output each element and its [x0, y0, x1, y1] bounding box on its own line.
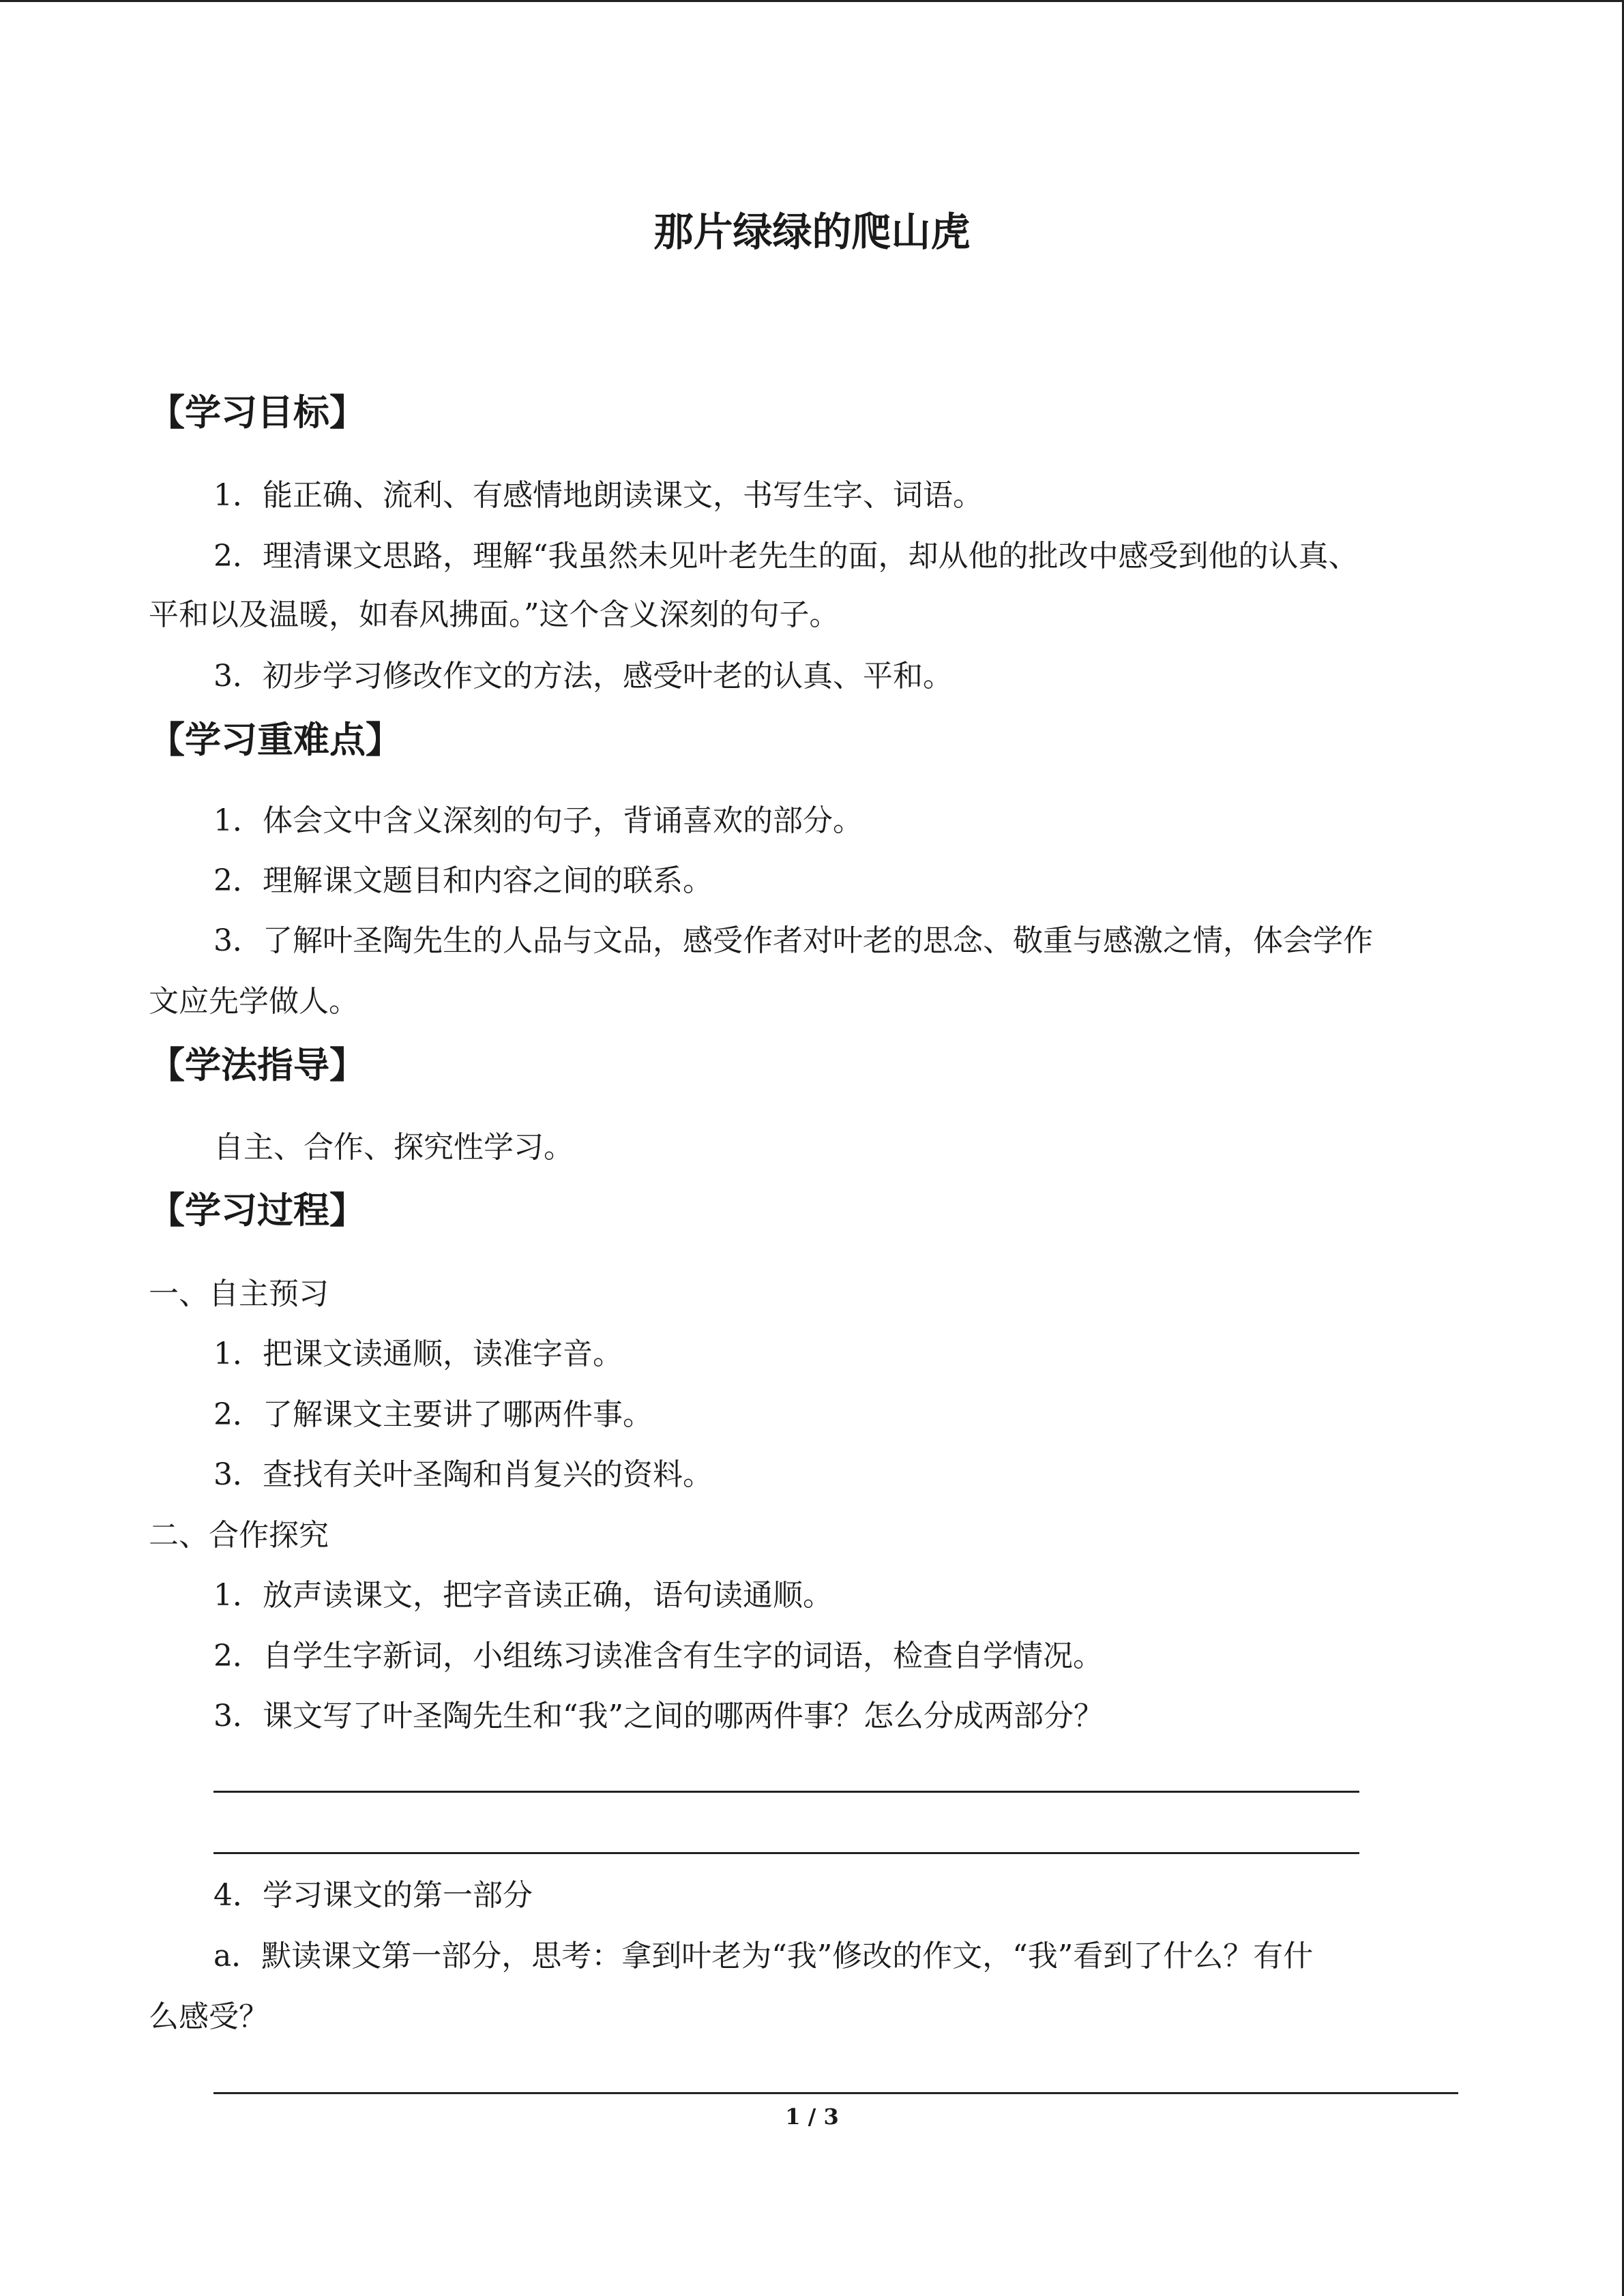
process-part2-item-3: 3．课文写了叶圣陶先生和“我”之间的哪两件事？怎么分成两部分？ [213, 1699, 1104, 1733]
process-part2-item-1: 1．放声读课文，把字音读正确，语句读通顺。 [213, 1578, 833, 1613]
process-part2-item-4: 4．学习课文的第一部分 [213, 1878, 533, 1913]
key-point-item-3: 3．了解叶圣陶先生的人品与文品，感受作者对叶老的思念、敬重与感激之情，体会学作 [213, 923, 1373, 958]
page-border-top [0, 0, 1624, 2]
process-part2-item-4a: a．默读课文第一部分，思考：拿到叶老为“我”修改的作文，“我”看到了什么？有什 [213, 1939, 1314, 1973]
goal-item-3: 3．初步学习修改作文的方法，感受叶老的认真、平和。 [213, 659, 953, 694]
heading-learning-goals: 【学习目标】 [149, 392, 366, 434]
process-part1-item-3: 3．查找有关叶圣陶和肖复兴的资料。 [213, 1457, 713, 1492]
goal-item-2: 2．理清课文思路，理解“我虽然未见叶老先生的面，却从他的批改中感受到他的认真、 [213, 539, 1359, 573]
footer-divider [213, 2092, 1458, 2094]
process-part2-item-4a-continued: 么感受？ [149, 1999, 269, 2034]
process-part1-item-2: 2．了解课文主要讲了哪两件事。 [213, 1397, 653, 1432]
key-point-item-3-continued: 文应先学做人。 [149, 984, 359, 1019]
document-title: 那片绿绿的爬山虎 [653, 209, 971, 255]
process-part1-item-1: 1．把课文读通顺，读准字音。 [213, 1337, 623, 1371]
heading-learning-process: 【学习过程】 [149, 1190, 366, 1232]
goal-item-2-continued: 平和以及温暖，如春风拂面。”这个含义深刻的句子。 [149, 597, 840, 632]
key-point-item-2: 2．理解课文题目和内容之间的联系。 [213, 863, 713, 898]
goal-item-1: 1．能正确、流利、有感情地朗读课文，书写生字、词语。 [213, 478, 983, 513]
key-point-item-1: 1．体会文中含义深刻的句子，背诵喜欢的部分。 [213, 803, 863, 838]
heading-key-points: 【学习重难点】 [149, 719, 402, 761]
process-part2-title: 二、合作探究 [149, 1518, 329, 1553]
page-number: 1 / 3 [785, 2104, 839, 2130]
heading-method-guide: 【学法指导】 [149, 1045, 366, 1086]
method-item-1: 自主、合作、探究性学习。 [213, 1130, 574, 1165]
process-part1-title: 一、自主预习 [149, 1277, 329, 1311]
answer-line-1[interactable] [213, 1791, 1359, 1793]
answer-line-2[interactable] [213, 1852, 1359, 1854]
process-part2-item-2: 2．自学生字新词，小组练习读准含有生字的词语，检查自学情况。 [213, 1639, 1103, 1673]
